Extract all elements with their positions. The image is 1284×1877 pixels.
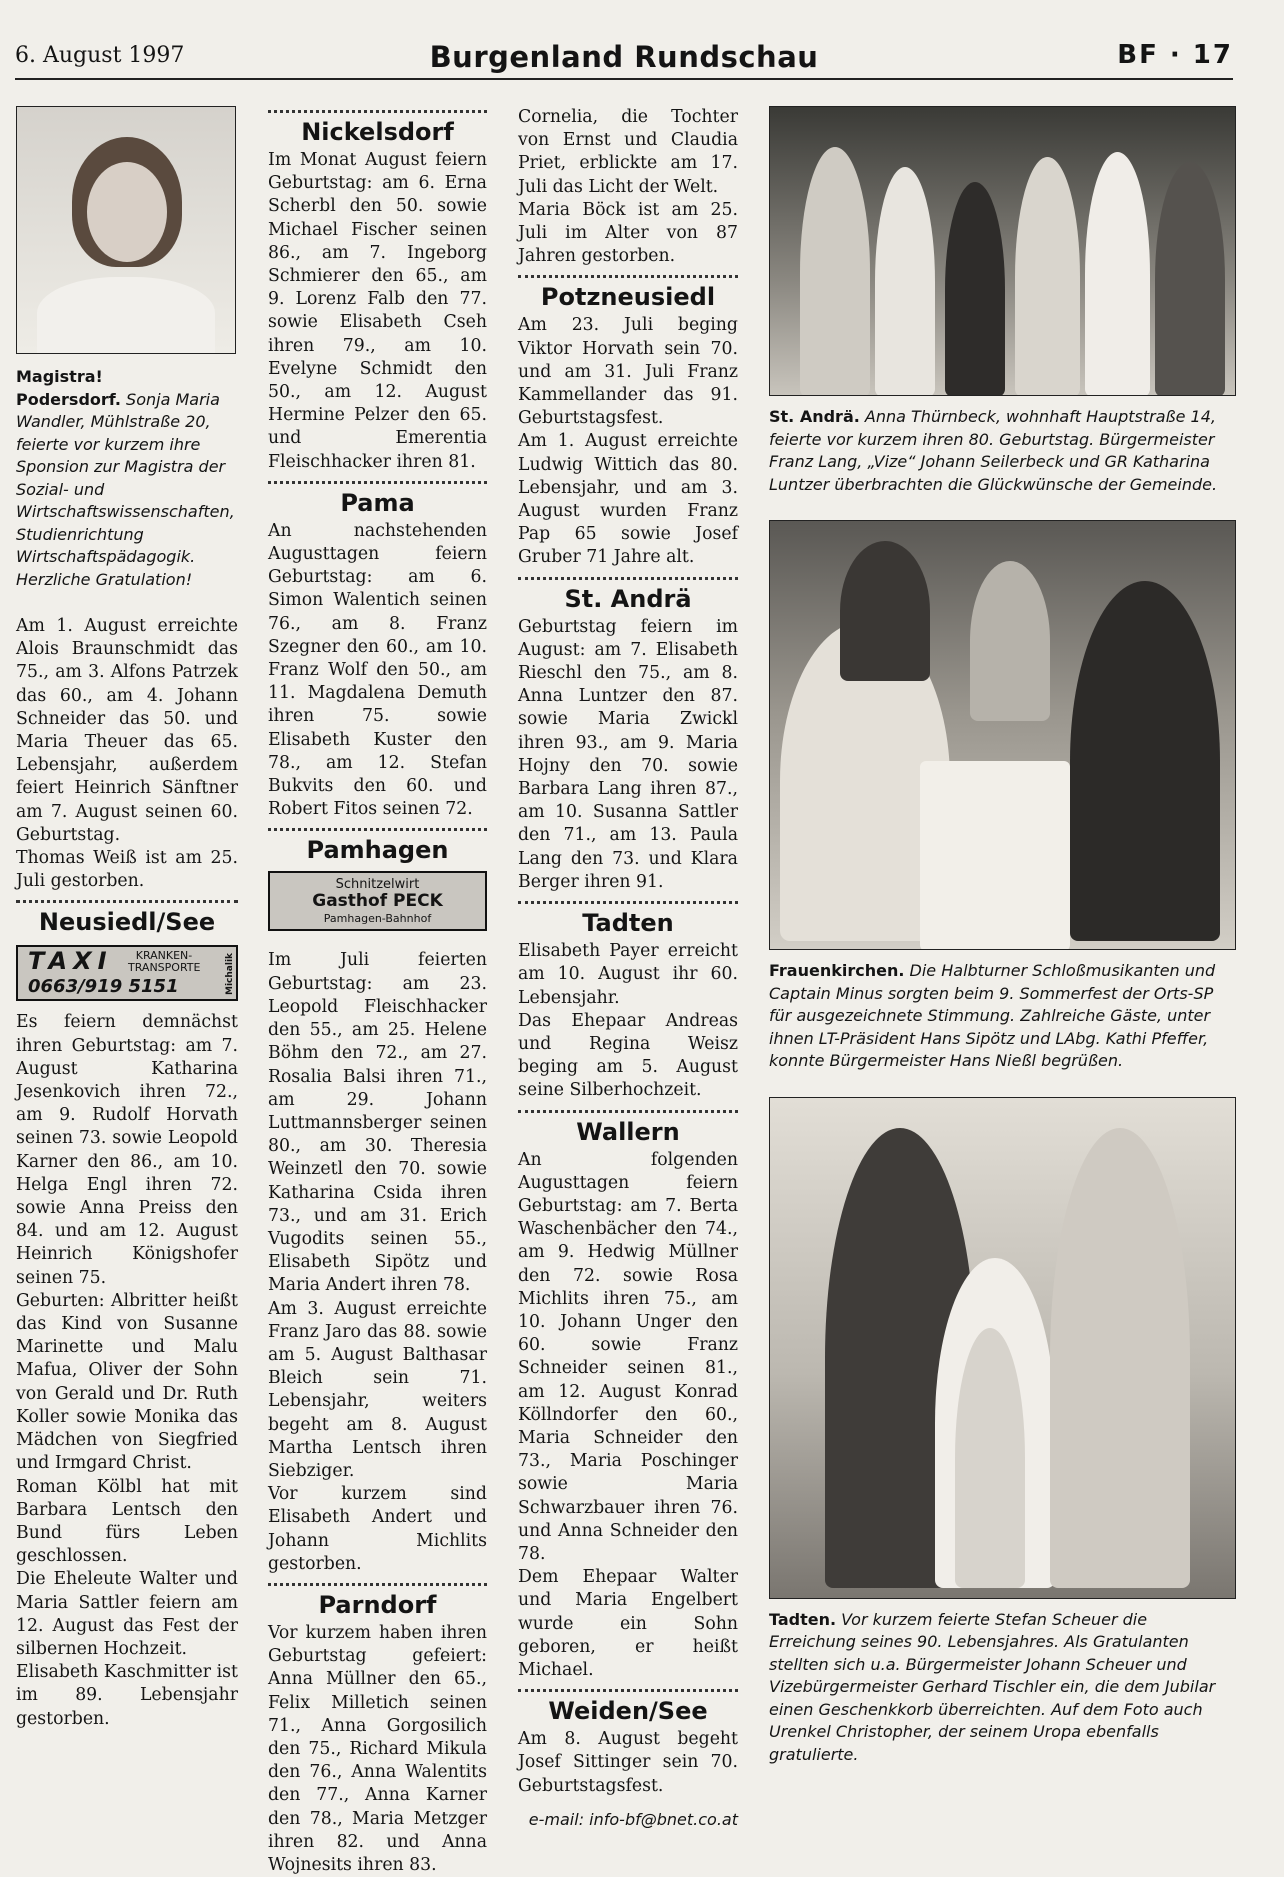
section-heading-st-andrae: St. Andrä [564, 584, 692, 613]
caption-place: St. Andrä. [769, 407, 860, 426]
magistra-text: Sonja Maria Wandler, Mühlstraße 20, feierte vor kurzem ihre Sponsion zur Magistra der Sozial- und Wirtschaftswissenschaften, Studienrichtung Wirtschaftspädagogik. Herzliche Gratulation! [16, 389, 235, 589]
divider [268, 481, 487, 484]
article-paragraph: Elisabeth Payer erreicht am 10. August ihr 60. Lebensjahr. [518, 941, 738, 1008]
divider [518, 901, 738, 904]
page-header [15, 40, 1233, 80]
article-paragraph: Maria Böck ist am 25. Juli im Alter von 87 Jahren gestorben. [518, 199, 738, 267]
divider [518, 577, 738, 580]
column-4 [769, 106, 1236, 1766]
article-paragraph: Cornelia, die Tochter von Ernst und Claudia Priet, erblickte am 17. Juli das Licht der Welt. [518, 107, 738, 197]
newspaper-title: Burgenland Rundschau [429, 40, 819, 74]
column-3 [518, 106, 738, 1831]
article-paragraph: Geburten: Albritter heißt das Kind von Susanne Marinette und Malu Mafua, Oliver der Sohn von Gerald und Dr. Ruth Koller sowie Monika das Mädchen von Siegfried und Irmgard Christ. [16, 1290, 238, 1474]
caption-tadten [769, 1609, 1236, 1767]
section-heading-parndorf: Parndorf [318, 1590, 437, 1619]
article-paragraph: An nachstehenden Augusttagen feiern Geburtstag: am 6. Simon Walentich seinen 76., am 8. Franz Szegner den 60., am 10. Franz Wolf den 50., am 11. Magdalena Demuth ihren 75. sowie Elisabeth Kuster den 78., am 12. Stefan Bukvits den 60. und Robert Fitos seinen 72. [268, 520, 487, 820]
magistra-caption [16, 366, 238, 591]
divider [268, 110, 487, 113]
contact-email: e-mail: info-bf@bnet.co.at [528, 1809, 738, 1829]
divider [268, 828, 487, 831]
ad-line: Schnitzelwirt [335, 877, 420, 893]
article-paragraph: Am 3. August erreichte Franz Jaro das 88. sowie am 5. August Balthasar Bleich sein 71. Lebensjahr, weiters begeht am 8. August Martha Lentsch ihren Siebziger. [268, 1298, 487, 1481]
column-1 [16, 106, 238, 1731]
divider [518, 1689, 738, 1692]
page-number: BF · 17 [1117, 40, 1233, 70]
article-paragraph: Am 1. August erreichte Alois Braunschmidt das 75., am 3. Alfons Patrzek das 60., am 4. Johann Schneider das 50. und Maria Theuer das 65. Lebensjahr, außerdem feiert Heinrich Sänftner am 7. August seinen 60. Geburtstag. [16, 616, 238, 845]
article-paragraph: Roman Kölbl hat mit Barbara Lentsch den Bund fürs Leben geschlossen. [16, 1476, 238, 1567]
portrait-photo [16, 106, 236, 354]
section-heading-pamhagen: Pamhagen [306, 836, 449, 865]
article-paragraph: Im Juli feierten Geburtstag: am 23. Leopold Fleischhacker den 55., am 25. Helene Böhm den 72., am 27. Rosalia Balsi ihren 71., am 29. Johann Luttmannsberger seinen 80., am 30. Theresia Weinzetl den 70. sowie Katharina Csida ihren 73., und am 31. Erich Vugodits seinen 55., Elisabeth Sipötz und Maria Andert ihren 78. [268, 950, 487, 1296]
gasthof-peck-advertisement [268, 871, 487, 931]
caption-text: Vor kurzem feierte Stefan Scheuer die Erreichung seines 90. Lebensjahres. Als Gratulanten stellten sich u.a. Bürgermeister Johann Scheuer und Vizebürgermeister Gerhard Tischler ein, die dem Jubilar einen Geschenkkorb überreichten. Auf dem Foto auch Urenkel Christopher, der seinem Uropa ebenfalls gratulierte. [769, 1609, 1216, 1764]
article-paragraph: Geburtstag feiern im August: am 7. Elisabeth Rieschl den 75., am 8. Anna Luntzer den 87. sowie Maria Zwickl ihren 93., am 9. Maria Hojny den 70. sowie Barbara Lang ihren 87., am 10. Susanna Sattler den 71., am 13. Paula Lang den 73. und Klara Berger ihren 91. [518, 616, 738, 892]
article-paragraph: Im Monat August feiern Geburtstag: am 6. Erna Scherbl den 50. sowie Michael Fischer seinen 86., am 7. Ingeborg Schmierer den 65., am 9. Lorenz Falb den 77. sowie Elisabeth Cseh ihren 79., am 10. Evelyne Schmidt den 50., am 12. August Hermine Pelzer den 65. und Emerentia Fleischhacker ihren 81. [268, 150, 487, 472]
caption-text: Anna Thürnbeck, wohnhaft Hauptstraße 14, feierte vor kurzem ihren 80. Geburtstag. Bürgermeister Franz Lang, „Vize“ Johann Seilerbeck und GR Katharina Luntzer überbrachten die Glückwünsche der Gemeinde. [769, 407, 1218, 494]
divider [518, 275, 738, 278]
divider [268, 1583, 487, 1586]
article-paragraph: Die Eheleute Walter und Maria Sattler feiern am 12. August das Fest der silbernen Hochzeit. [16, 1569, 238, 1659]
photo-st-andrae [769, 106, 1236, 396]
article-paragraph: Das Ehepaar Andreas und Regina Weisz beging am 5. August seine Silberhochzeit. [518, 1010, 738, 1101]
article-paragraph: Am 23. Juli beging Viktor Horvath sein 70. und am 31. Juli Franz Kammellander das 91. Geburtstagsfest. [518, 315, 738, 429]
article-paragraph: Vor kurzem haben ihren Geburtstag gefeiert: Anna Müllner den 65., Felix Milletich seinen 71., Anna Gorgosilich den 75., Richard Mikula den 76., Anna Walentits den 77., Anna Karner den 78., Maria Metzger ihren 82. und Anna Wojnesits ihren 83. [268, 1622, 487, 1875]
divider [518, 1110, 738, 1113]
article-paragraph: Es feiern demnächst ihren Geburtstag: am 7. August Katharina Jesenkovich ihren 72., am 9. Rudolf Horvath seinen 73. sowie Leopold Karner den 86., am 10. Helga Engl ihren 72. sowie Anna Preiss den 84. und am 12. August Heinrich Königshofer seinen 75. [16, 1012, 238, 1288]
section-heading-weiden: Weiden/See [548, 1697, 708, 1726]
ad-taxi-label: TAXI [28, 947, 113, 976]
article-paragraph: An folgenden Augusttagen feiern Geburtstag: am 7. Berta Waschenbächer den 74., am 9. Hedwig Müllner den 72. sowie Rosa Michlits ihren 75., am 10. Johann Unger den 60. sowie Franz Schneider seinen 81., am 12. August Konrad Köllndorfer den 60., Maria Schneider den 73., Maria Poschinger sowie Maria Schwarzbauer ihren 76. und Anna Schneider den 78. [518, 1149, 738, 1564]
ad-line: Pamhagen-Bahnhof [323, 912, 432, 926]
article-paragraph: Elisabeth Kaschmitter ist im 89. Lebensjahr gestorben. [16, 1662, 238, 1729]
column-2 [268, 106, 487, 1877]
caption-frauenkirchen [769, 960, 1236, 1073]
ad-phone: 0663/919 5151 [28, 976, 179, 998]
magistra-place: Podersdorf. [16, 389, 121, 409]
section-heading-potzneusiedl: Potzneusiedl [540, 283, 716, 312]
caption-place: Tadten. [769, 1609, 837, 1629]
magistra-title: Magistra! [16, 367, 103, 386]
caption-st-andrae [769, 406, 1236, 496]
article-paragraph: Vor kurzem sind Elisabeth Andert und Johann Michlits gestorben. [268, 1484, 487, 1574]
section-heading-nickelsdorf: Nickelsdorf [301, 118, 454, 146]
article-paragraph: Am 8. August begeht Josef Sittinger sein 70. Geburtstagsfest. [518, 1729, 738, 1796]
article-paragraph: Thomas Weiß ist am 25. Juli gestorben. [16, 848, 238, 892]
section-heading-pama: Pama [340, 488, 415, 517]
article-paragraph: Dem Ehepaar Walter und Maria Engelbert wurde ein Sohn geboren, er heißt Michael. [518, 1567, 738, 1680]
article-paragraph: Am 1. August erreichte Ludwig Wittich das 80. Lebensjahr, und am 3. August wurden Franz Pap 65 sowie Josef Gruber 71 Jahre alt. [518, 431, 738, 568]
ad-kranken-label: KRANKEN-TRANSPORTE [128, 949, 201, 975]
ad-line: Gasthof PECK [312, 891, 443, 912]
ad-name: Michalik [225, 953, 235, 996]
photo-frauenkirchen [769, 520, 1236, 950]
caption-place: Frauenkirchen. [769, 961, 905, 980]
section-heading-neusiedl: Neusiedl/See [38, 908, 216, 937]
issue-date: 6. August 1997 [15, 43, 185, 68]
taxi-advertisement [16, 945, 238, 1001]
divider [16, 900, 238, 903]
caption-text: Die Halbturner Schloßmusikanten und Captain Minus sorgten beim 9. Sommerfest der Orts-SP für ausgezeichnete Stimmung. Zahlreiche Gäste, unter ihnen LT-Präsident Hans Sipötz und LAbg. Kathi Pfeffer, konnte Bürgermeister Hans Nießl begrüßen. [769, 961, 1216, 1070]
section-heading-tadten: Tadten [582, 909, 674, 938]
photo-tadten [769, 1097, 1236, 1599]
section-heading-wallern: Wallern [576, 1117, 680, 1146]
